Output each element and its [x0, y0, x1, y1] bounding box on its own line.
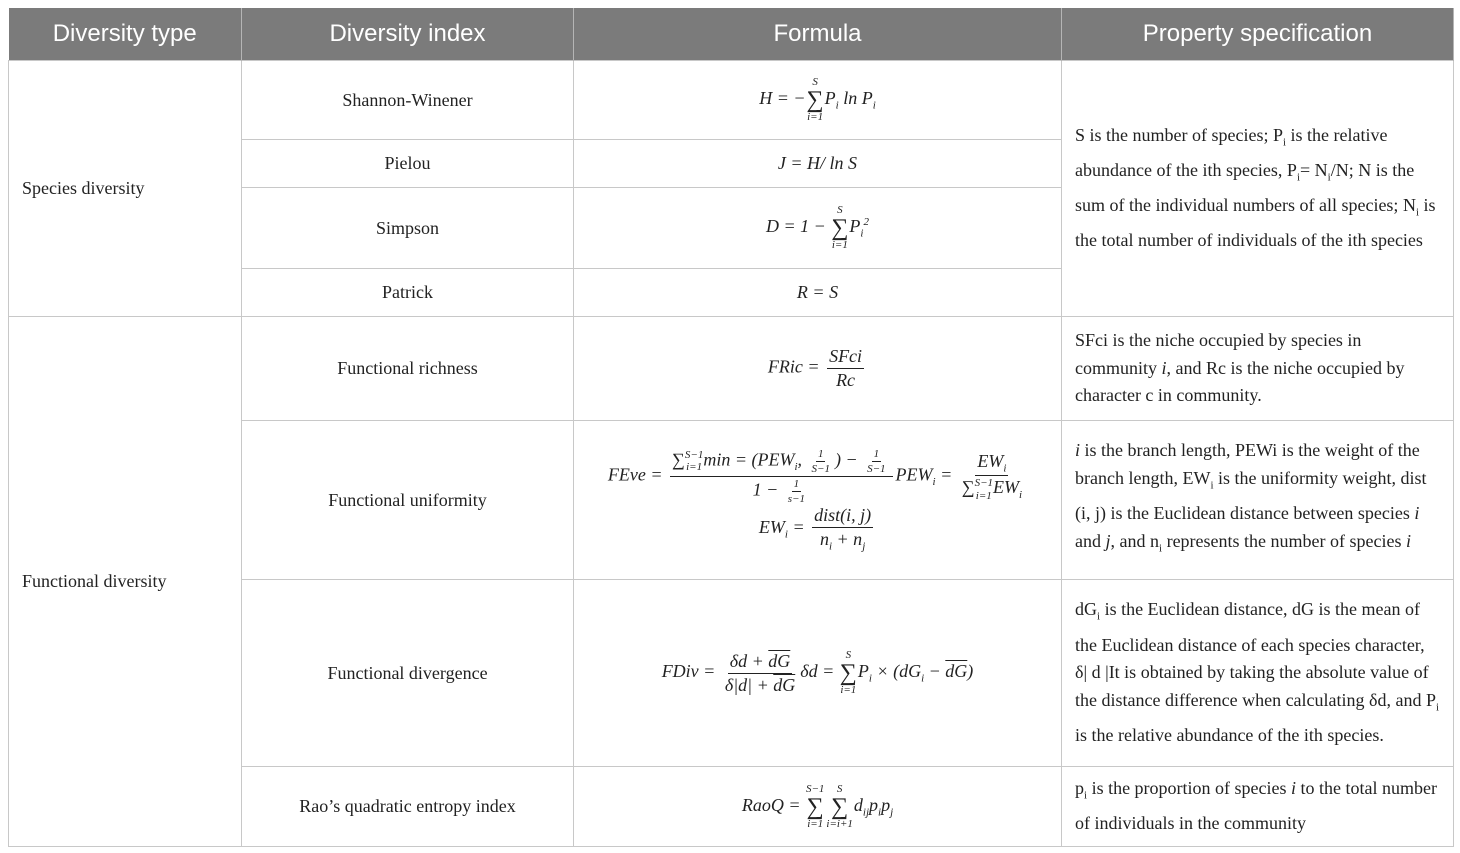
- math-text: /N; N is the sum of the individual numbers of all species; N: [1075, 160, 1416, 216]
- diversity-type-cell: Functional diversity: [9, 317, 242, 847]
- math-text: =: [935, 464, 957, 485]
- math-text: , and Rc is the niche occupied by character c in community.: [1075, 357, 1405, 406]
- header-property-specification: Property specification: [1062, 8, 1454, 61]
- formula-line: [587, 77, 1048, 123]
- math-text: SFci is the niche occupied by species in community: [1075, 330, 1362, 378]
- numerator: [975, 451, 1008, 477]
- subscript: i: [1415, 206, 1419, 219]
- math-text: SFci: [829, 346, 863, 366]
- subscript: i: [1210, 479, 1214, 492]
- denominator: [810, 462, 832, 475]
- italic-symbol: i: [1291, 778, 1297, 799]
- math-text: =: [787, 516, 810, 537]
- sum-lower-limit: i=1: [840, 684, 857, 696]
- index-cell: Functional divergence: [242, 580, 574, 767]
- subscript: i: [1436, 701, 1440, 714]
- denominator: [960, 476, 1024, 501]
- subscript: i: [932, 475, 936, 488]
- math-text: P: [857, 661, 869, 682]
- formula-cell: [574, 269, 1062, 317]
- formula-line: [587, 205, 1048, 251]
- subscript: i: [828, 540, 833, 553]
- table-row: [9, 61, 1454, 140]
- numerator: [792, 478, 802, 492]
- formula-line: [587, 505, 1048, 553]
- sum-sign: ∑: [831, 215, 849, 241]
- index-cell: Functional uniformity: [242, 421, 574, 580]
- header-row: [9, 8, 1454, 61]
- math-text: is the Euclidean distance, dG is the mean of the Euclidean distance of each species character, δ| d |It is obtained by taking the absolute value of the distance difference when calculating δd, and P: [1075, 599, 1437, 710]
- property-cell: [1062, 580, 1454, 767]
- math-text: −: [924, 661, 946, 682]
- index-cell: Pielou: [242, 140, 574, 188]
- subscript: i: [1019, 489, 1023, 502]
- index-cell: Patrick: [242, 269, 574, 317]
- denominator: [786, 492, 807, 505]
- diversity-index-table: [8, 8, 1454, 847]
- formula-cell: [574, 61, 1062, 140]
- overline-term: $\overline{dG}$: [773, 674, 796, 695]
- summation: [806, 784, 824, 830]
- sum-upper-limit: S: [812, 76, 818, 88]
- math-text: + n: [832, 528, 863, 549]
- math-text: D = 1 −: [766, 216, 831, 237]
- math-text: p: [869, 794, 879, 815]
- subscript: i: [835, 99, 839, 112]
- math-text: R = S: [796, 282, 839, 302]
- math-text: , and n: [1110, 530, 1160, 551]
- numerator: [812, 505, 873, 528]
- sum-sign: ∑: [839, 660, 857, 686]
- math-text: S is the number of species; P: [1075, 124, 1283, 145]
- formula-cell: [574, 317, 1062, 421]
- index-cell: Simpson: [242, 188, 574, 269]
- sum-sign: ∑: [806, 87, 824, 113]
- math-text: represents the number of species: [1162, 530, 1406, 551]
- fraction: [827, 346, 864, 391]
- denominator: [751, 477, 812, 505]
- fraction: [865, 448, 887, 475]
- math-text: EW: [993, 477, 1020, 498]
- property-cell: [1062, 61, 1454, 317]
- sum-lower-limit: i=1: [807, 111, 824, 123]
- summation: [831, 205, 848, 251]
- numerator: [728, 651, 793, 674]
- denominator: [865, 462, 887, 475]
- math-text: p: [1075, 778, 1084, 799]
- overline-term: $\overline{dG}$: [945, 661, 968, 682]
- math-text: ,: [797, 449, 807, 470]
- math-text: S−1: [811, 462, 830, 475]
- math-text: H = −: [759, 88, 806, 109]
- sum-lower-limit: i=1: [807, 817, 824, 830]
- subscript: i: [921, 672, 925, 685]
- math-text: s−1: [787, 492, 805, 505]
- math-text: S−1: [867, 462, 886, 475]
- italic-symbol: i: [1075, 440, 1081, 461]
- sum-sign: ∑: [831, 793, 849, 820]
- formula-line: [587, 153, 1048, 174]
- math-text: is the branch length, PEWi is the weight of the branch length, EW: [1075, 440, 1420, 488]
- header-formula: Formula: [574, 8, 1062, 61]
- math-text: P: [849, 216, 861, 237]
- property-cell: [1062, 767, 1454, 847]
- math-text: J = H/ ln S: [777, 153, 858, 173]
- fraction: [810, 448, 832, 475]
- index-cell: Functional richness: [242, 317, 574, 421]
- subscript: i: [1003, 462, 1007, 475]
- subscript: ij: [862, 806, 870, 819]
- math-text: min = (PEW: [703, 449, 795, 470]
- subscript: i: [860, 227, 864, 240]
- math-text: 1: [817, 447, 824, 460]
- subscript: i: [794, 460, 798, 473]
- math-text: 1: [793, 477, 800, 490]
- math-text: ∑: [961, 477, 975, 498]
- formula-cell: [574, 188, 1062, 269]
- summation: [840, 650, 857, 696]
- sum-upper-limit: S: [837, 204, 843, 216]
- math-text: 1: [873, 447, 880, 460]
- math-text: FDiv =: [661, 661, 720, 682]
- numerator: [816, 448, 826, 462]
- formula-line: [587, 346, 1048, 391]
- formula-cell: [574, 421, 1062, 580]
- subscript: i: [1282, 136, 1287, 149]
- subscript: i: [1084, 789, 1088, 802]
- sum-sign: ∑: [806, 793, 824, 820]
- subscript: i: [872, 99, 876, 112]
- math-text: ) −: [834, 449, 863, 470]
- denominator: [723, 674, 797, 696]
- fraction: [670, 448, 892, 505]
- math-text: ): [967, 661, 974, 682]
- subscript: i: [1097, 611, 1101, 624]
- math-text: δd +: [729, 650, 769, 671]
- math-text: EW: [977, 450, 1004, 471]
- superscript: 2: [863, 216, 869, 229]
- summation: [807, 77, 824, 123]
- math-text: FEve =: [607, 464, 668, 485]
- denominator: [818, 528, 867, 553]
- math-text: and: [1075, 530, 1106, 551]
- sum-limits: [685, 449, 703, 473]
- math-text: is the proportion of species: [1087, 778, 1292, 799]
- fraction: [960, 451, 1024, 502]
- math-text: dist(i, j): [814, 504, 872, 525]
- italic-symbol: j: [1105, 530, 1111, 551]
- sum-upper-limit: S−1: [805, 782, 825, 795]
- overline-term: $\overline{dG}$: [768, 650, 791, 671]
- property-cell: [1062, 421, 1454, 580]
- formula-cell: [574, 767, 1062, 847]
- sum-lower-limit: i=i+1: [826, 817, 853, 830]
- math-text: dG: [1075, 599, 1097, 620]
- numerator: [872, 448, 882, 462]
- sum-upper-limit: S−1: [684, 449, 704, 462]
- fraction: [786, 478, 807, 505]
- italic-symbol: i: [1414, 503, 1420, 523]
- italic-symbol: i: [1161, 357, 1167, 378]
- fraction: [812, 505, 873, 553]
- math-text: RaoQ =: [741, 794, 805, 815]
- math-text: = N: [1300, 160, 1328, 181]
- subscript: i: [878, 806, 882, 819]
- formula-line: [587, 282, 1048, 303]
- subscript: i: [1327, 171, 1331, 184]
- math-text: ln P: [838, 88, 873, 109]
- math-text: 1 −: [752, 479, 783, 500]
- math-text: FRic =: [767, 356, 825, 377]
- subscript: j: [890, 806, 894, 819]
- sum-lower-limit: i=1: [686, 461, 703, 474]
- math-text: PEW: [895, 464, 933, 485]
- math-text: is the uniformity weight, dist (i, j) is the Euclidean distance between species: [1075, 467, 1427, 523]
- math-text: to the total number of individuals in the community: [1075, 778, 1438, 834]
- summation: [826, 784, 852, 830]
- math-text: is the relative abundance of the ith species.: [1075, 724, 1384, 745]
- sum-upper-limit: S−1: [974, 477, 994, 490]
- property-cell: [1062, 317, 1454, 421]
- sum-upper-limit: S: [845, 649, 852, 661]
- math-text: δ|d| +: [724, 674, 774, 695]
- formula-line: [587, 784, 1048, 830]
- index-cell: Shannon-Winener: [242, 61, 574, 140]
- formula-line: [587, 650, 1048, 696]
- italic-symbol: i: [1406, 530, 1412, 551]
- subscript: i: [1159, 542, 1163, 555]
- math-text: is the relative abundance of the ith species, P: [1075, 124, 1388, 181]
- numerator: [670, 448, 892, 477]
- math-text: EW: [758, 516, 785, 537]
- sum-limits: [975, 477, 993, 501]
- index-cell: Rao’s quadratic entropy index: [242, 767, 574, 847]
- math-text: is the total number of individuals of the ith species: [1075, 195, 1436, 251]
- math-text: p: [881, 794, 891, 815]
- header-diversity-index: Diversity index: [242, 8, 574, 61]
- fraction: [723, 651, 797, 696]
- sum-lower-limit: i=1: [831, 239, 848, 251]
- subscript: i: [1296, 171, 1300, 184]
- math-text: × (dG: [871, 661, 922, 682]
- formula-cell: [574, 140, 1062, 188]
- math-text: P: [824, 88, 836, 109]
- table-row: [9, 317, 1454, 421]
- header-diversity-type: Diversity type: [9, 8, 242, 61]
- math-text: Rc: [836, 370, 856, 390]
- numerator: [827, 346, 864, 369]
- subscript: i: [784, 528, 788, 541]
- math-text: n: [819, 528, 829, 549]
- sum-lower-limit: i=1: [975, 489, 992, 502]
- math-text: d: [853, 794, 863, 815]
- subscript: i: [868, 672, 872, 685]
- math-text: δd =: [800, 661, 839, 682]
- math-text: ∑: [672, 449, 685, 470]
- formula-cell: [574, 580, 1062, 767]
- denominator: [834, 369, 857, 391]
- subscript: j: [862, 540, 866, 553]
- formula-line: [587, 448, 1048, 505]
- sum-upper-limit: S: [836, 782, 843, 795]
- diversity-type-cell: Species diversity: [9, 61, 242, 317]
